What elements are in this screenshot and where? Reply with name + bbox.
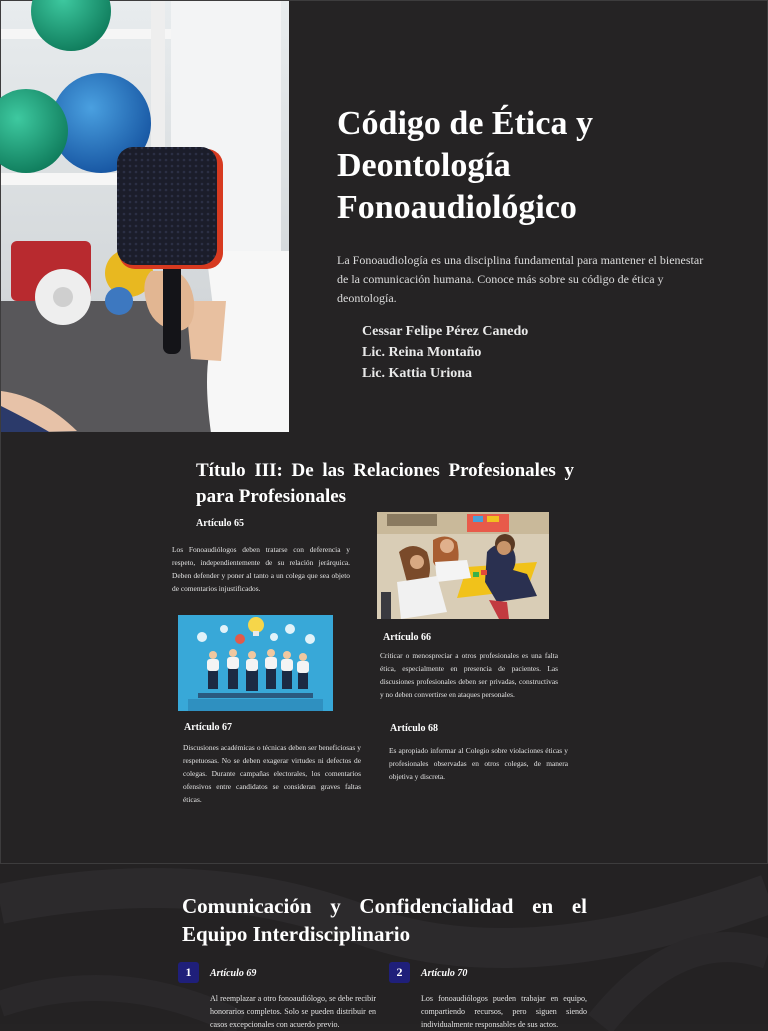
- section-heading: Comunicación y Confidencialidad en el Equipo Interdisciplinario: [182, 894, 587, 946]
- page-title: [337, 103, 737, 229]
- authors-list: [362, 321, 528, 384]
- section-heading: Título III: De las Relaciones Profesionales y para Profesionales: [196, 460, 574, 507]
- article-66-title: Artículo 66: [383, 632, 432, 643]
- title-line-3: Fonoaudiológico: [337, 189, 577, 226]
- article-69-text: Al reemplazar a otro fonoaudiólogo, se debe recibir honorarios completos. Solo se pueden distribuir en casos excepcionales con acuerdo previo.: [210, 994, 376, 1029]
- number-badge: 1: [178, 962, 199, 983]
- article-70-title: Artículo 70: [421, 968, 468, 979]
- title-line-1: Código de Ética y: [337, 105, 593, 142]
- article-67-text: Discusiones académicas o técnicas deben ser beneficiosas y respetuosas. No se deben exagerar virtudes ni defectos de colegas. Durante campañas electorales, los comentarios ofensivos entre candidatos se consideran graves faltas éticas.: [183, 743, 361, 804]
- title-line-2: Deontología: [337, 147, 511, 184]
- author-name: Cessar Felipe Pérez Canedo: [362, 324, 529, 339]
- hero-section: [0, 0, 768, 433]
- communication-section: [0, 864, 768, 1029]
- author-name: Lic. Kattia Uriona: [362, 366, 473, 381]
- article-69-title: Artículo 69: [210, 968, 257, 979]
- hero-subtitle: La Fonoaudiología es una disciplina fundamental para mantener el bienestar de la comunicación humana. Conoce más sobre su código de ética y deontología.: [337, 253, 704, 305]
- classroom-photo: [377, 512, 549, 619]
- article-66-text: Criticar o menospreciar a otros profesionales es una falta ética, especialmente en presencia de pacientes. Las discusiones profesionales deben ser privadas, constructivas y no deben convertirse en ataques personales.: [380, 651, 558, 699]
- article-70-text: Los fonoaudiólogos pueden trabajar en equipo, compartiendo recursos, pero siguen siendo individualmente responsables de sus actos.: [421, 994, 587, 1029]
- title-iii-section: [0, 432, 768, 864]
- article-68-title: Artículo 68: [390, 723, 439, 734]
- article-65-text: Los Fonoaudiólogos deben tratarse con deferencia y respeto, independientemente de su relación jerárquica. Deben defender y poner al tanto a un colega que sea objeto de comentarios injustificados.: [172, 545, 350, 593]
- author-name: Lic. Reina Montaño: [362, 345, 482, 360]
- article-65-title: Artículo 65: [196, 518, 245, 529]
- article-67-title: Artículo 67: [184, 722, 233, 733]
- team-meeting-illustration: [178, 615, 333, 711]
- article-68-text: Es apropiado informar al Colegio sobre violaciones éticas y profesionales observadas en otros colegas, de manera objetiva y discreta.: [389, 746, 568, 781]
- number-badge: 2: [389, 962, 410, 983]
- hero-photo-speech-therapy-mirror: [1, 1, 289, 433]
